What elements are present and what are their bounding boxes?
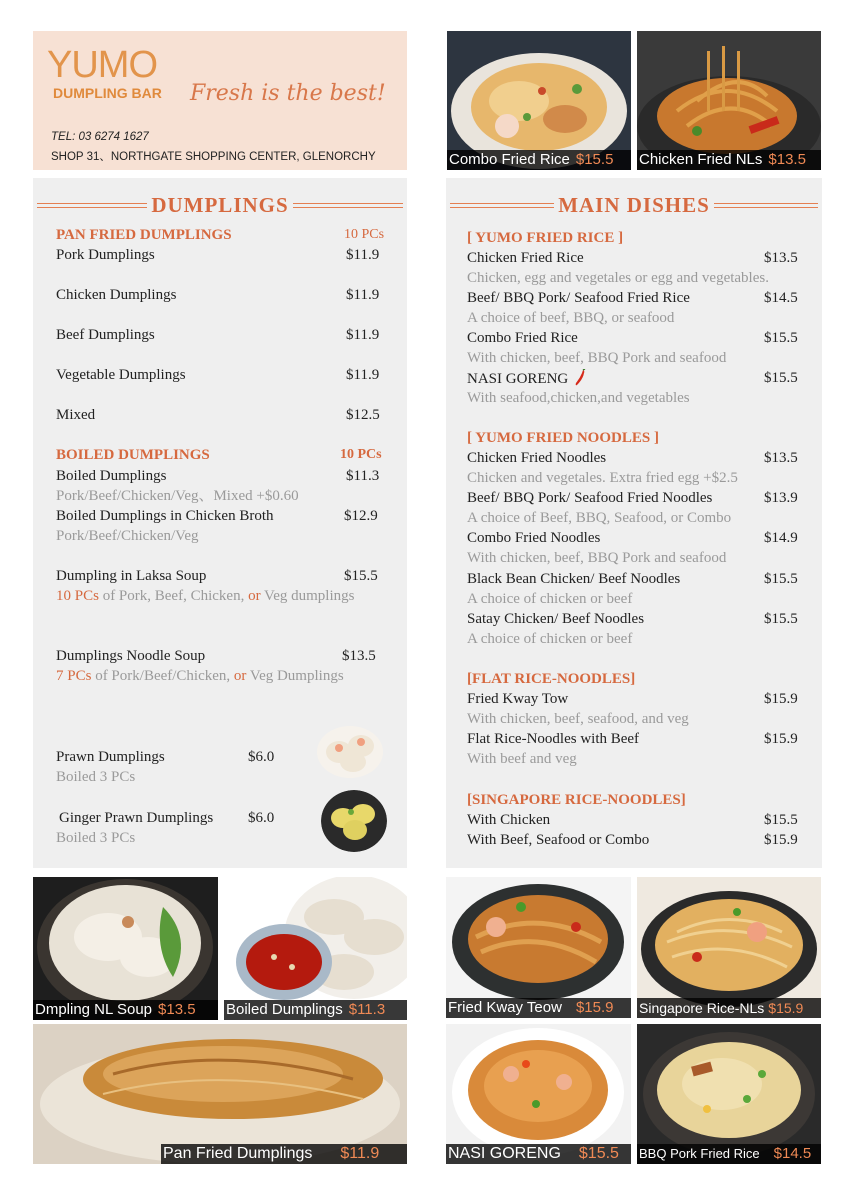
singapore-rice-noodles-image <box>637 877 821 1018</box>
photo-pan-fried-dumplings <box>33 1024 407 1164</box>
menu-item-price: $14.5 <box>764 290 798 306</box>
dumplings-heading <box>33 192 407 218</box>
menu-item-desc: Chicken, egg and vegetales or egg and vegetables. <box>467 270 769 286</box>
menu-item-name: Ginger Prawn Dumplings <box>59 810 214 826</box>
menu-item-price: $15.5 <box>764 611 798 627</box>
main-dishes-heading <box>446 192 822 218</box>
desc-text: of Pork, Beef, Chicken, <box>98 588 249 604</box>
caption-name: Pan Fried Dumplings <box>163 1145 313 1162</box>
menu-item-price: $12.9 <box>344 508 378 524</box>
menu-item-desc <box>56 667 344 685</box>
logo-subtitle: DUMPLING BAR <box>53 85 162 101</box>
logo-wordmark: YUMO <box>47 44 157 86</box>
menu-item-price: $11.9 <box>346 367 380 383</box>
desc-or: or <box>248 588 261 604</box>
menu-item-name: Combo Fried Noodles <box>467 530 601 546</box>
caption <box>446 998 631 1018</box>
menu-item-name: Mixed <box>56 407 96 423</box>
section-title: DUMPLINGS <box>151 192 289 217</box>
menu-item-price: $6.0 <box>248 810 275 826</box>
menu-item-price: $15.9 <box>764 691 798 707</box>
address: SHOP 31、NORTHGATE SHOPPING CENTER, GLENORCHY <box>51 151 376 163</box>
chili-icon <box>574 369 586 387</box>
menu-item-price: $6.0 <box>248 749 275 765</box>
menu-item-price: $13.9 <box>764 490 798 506</box>
photo-bbq-pork-fried-rice <box>637 1024 821 1164</box>
menu-item-desc: Boiled 3 PCs <box>56 769 136 785</box>
menu-item-name: With Chicken <box>467 812 551 828</box>
boiled-dumplings-image <box>224 877 407 1020</box>
category-fried-noodles: [ YUMO FRIED NOODLES ] <box>467 430 659 446</box>
menu-item-price: $12.5 <box>346 407 380 423</box>
prawn-dumplings-thumbnail <box>315 718 385 780</box>
caption-name: Dmpling NL Soup <box>35 1001 153 1018</box>
section-title: MAIN DISHES <box>558 192 710 217</box>
menu-item-desc: Pork/Beef/Chicken/Veg、Mixed +$0.60 <box>56 488 299 504</box>
menu-item-desc: With chicken, beef, seafood, and veg <box>467 711 689 727</box>
caption <box>637 998 821 1018</box>
desc-text: Veg dumplings <box>260 588 355 604</box>
caption <box>446 1144 631 1164</box>
menu-item-name: Beef Dumplings <box>56 327 155 343</box>
menu-item-name: Black Bean Chicken/ Beef Noodles <box>467 571 681 587</box>
photo-chicken-fried-noodles <box>637 31 821 170</box>
menu-item-price: $14.9 <box>764 530 798 546</box>
caption-price: $15.5 <box>578 1145 619 1162</box>
fried-kway-teow-image <box>446 877 631 1018</box>
menu-item-name: Boiled Dumplings in Chicken Broth <box>56 508 274 524</box>
main-dishes-panel <box>446 178 822 868</box>
menu-item-price: $15.9 <box>764 731 798 747</box>
menu-item-name: Chicken Fried Noodles <box>467 450 607 466</box>
menu-item-name: Vegetable Dumplings <box>56 367 186 383</box>
menu-item-price: $15.5 <box>764 370 798 386</box>
menu-item-name: Chicken Fried Rice <box>467 250 584 266</box>
menu-item-price: $15.5 <box>764 571 798 587</box>
menu-item-name: Dumplings Noodle Soup <box>56 648 206 664</box>
menu-item-desc: A choice of Beef, BBQ, Seafood, or Combo <box>467 510 732 526</box>
menu-item-name: Beef/ BBQ Pork/ Seafood Fried Rice <box>467 290 690 306</box>
caption <box>637 1144 821 1164</box>
menu-item-name: Flat Rice-Noodles with Beef <box>467 731 640 747</box>
menu-item-desc: Boiled 3 PCs <box>56 830 136 846</box>
caption <box>33 1000 218 1020</box>
caption-name: Combo Fried Rice <box>449 151 570 168</box>
heading-rule <box>714 203 818 208</box>
menu-item-nasi-goreng <box>467 369 586 388</box>
menu-item-desc: With chicken, beef, BBQ Pork and seafood <box>467 550 727 566</box>
logo <box>47 45 162 101</box>
category-flat-rice-noodles: [FLAT RICE-NOODLES] <box>467 671 636 687</box>
photo-nasi-goreng <box>446 1024 631 1164</box>
menu-item-name: NASI GORENG <box>467 371 569 387</box>
caption <box>224 1000 407 1020</box>
dumpling-noodle-soup-image <box>33 877 218 1020</box>
caption <box>161 1144 407 1164</box>
menu-item-price: $11.9 <box>346 287 380 303</box>
caption <box>637 150 821 170</box>
nasi-goreng-image <box>446 1024 631 1164</box>
menu-item-price: $11.3 <box>346 468 380 484</box>
desc-text: Veg Dumplings <box>246 668 344 684</box>
menu-item-name: Chicken Dumplings <box>56 287 177 303</box>
desc-qty: 7 PCs <box>56 668 92 684</box>
photo-singapore-rice-noodles <box>637 877 821 1018</box>
menu-item-name: Fried Kway Tow <box>467 691 569 707</box>
category-singapore-rice-noodles: [SINGAPORE RICE-NOODLES] <box>467 792 686 808</box>
category-boiled: BOILED DUMPLINGS <box>56 447 210 463</box>
pan-fried-dumplings-image <box>33 1024 407 1164</box>
photo-boiled-dumplings <box>224 877 407 1020</box>
caption-name: NASI GORENG <box>448 1145 561 1162</box>
menu-item-desc: With chicken, beef, BBQ Pork and seafood <box>467 350 727 366</box>
photo-fried-kway-teow <box>446 877 631 1018</box>
caption-price: $11.3 <box>348 1001 386 1018</box>
category-qty: 10 PCs <box>340 447 382 462</box>
menu-item-price: $13.5 <box>342 648 376 664</box>
photo-dumpling-noodle-soup <box>33 877 218 1020</box>
category-qty: 10 PCs <box>344 227 385 242</box>
menu-item-name: With Beef, Seafood or Combo <box>467 832 650 848</box>
caption <box>447 150 631 170</box>
phone-number: TEL: 03 6274 1627 <box>51 131 149 143</box>
menu-item-name: Beef/ BBQ Pork/ Seafood Fried Noodles <box>467 490 713 506</box>
menu-item-price: $15.5 <box>344 568 378 584</box>
menu-item-name: Prawn Dumplings <box>56 749 165 765</box>
caption-price: $15.9 <box>768 1000 804 1016</box>
caption-price: $13.5 <box>768 151 806 168</box>
menu-item-price: $11.9 <box>346 247 380 263</box>
heading-rule <box>450 203 554 208</box>
ginger-prawn-dumplings-thumbnail <box>321 790 387 852</box>
menu-item-price: $13.5 <box>764 250 798 266</box>
menu-item-price: $15.9 <box>764 832 798 848</box>
menu-item-price: $13.5 <box>764 450 798 466</box>
photo-combo-fried-rice <box>447 31 631 170</box>
menu-item-name: Satay Chicken/ Beef Noodles <box>467 611 645 627</box>
caption-price: $13.5 <box>158 1001 196 1018</box>
desc-or: or <box>233 668 247 684</box>
heading-rule <box>293 203 403 208</box>
caption-price: $15.9 <box>575 999 614 1016</box>
menu-item-desc <box>56 587 354 605</box>
menu-item-desc: Pork/Beef/Chicken/Veg <box>56 528 199 544</box>
caption-price: $11.9 <box>340 1145 380 1162</box>
menu-item-name: Pork Dumplings <box>56 247 155 263</box>
menu-item-name: Boiled Dumplings <box>56 468 167 484</box>
tagline: Fresh is the best! <box>190 81 386 106</box>
caption-price: $15.5 <box>575 151 614 168</box>
menu-item-desc: A choice of chicken or beef <box>467 591 633 607</box>
caption-name: Boiled Dumplings <box>226 1001 343 1018</box>
dumplings-panel <box>33 178 407 868</box>
heading-rule <box>37 203 147 208</box>
caption-name: Singapore Rice-NLs <box>639 1000 765 1016</box>
menu-item-price: $15.5 <box>764 330 798 346</box>
menu-item-name: Combo Fried Rice <box>467 330 578 346</box>
caption-name: Chicken Fried NLs <box>639 151 763 168</box>
category-fried-rice: [ YUMO FRIED RICE ] <box>467 230 624 246</box>
category-pan-fried: PAN FRIED DUMPLINGS <box>56 227 232 243</box>
menu-item-desc: A choice of beef, BBQ, or seafood <box>467 310 675 326</box>
desc-text: of Pork/Beef/Chicken, <box>91 668 234 684</box>
caption-price: $14.5 <box>773 1145 812 1162</box>
menu-item-name: Dumpling in Laksa Soup <box>56 568 207 584</box>
bbq-pork-fried-rice-image <box>637 1024 821 1164</box>
caption-name: BBQ Pork Fried Rice <box>639 1146 760 1161</box>
menu-item-price: $15.5 <box>764 812 798 828</box>
contact-info <box>51 127 376 167</box>
restaurant-header <box>33 31 407 170</box>
caption-name: Fried Kway Teow <box>448 999 562 1016</box>
desc-qty: 10 PCs <box>56 588 99 604</box>
menu-item-desc: With seafood,chicken,and vegetables <box>467 390 690 406</box>
menu-item-desc: A choice of chicken or beef <box>467 631 633 647</box>
menu-item-desc: With beef and veg <box>467 751 577 767</box>
menu-item-desc: Chicken and vegetales. Extra fried egg +$2.5 <box>467 470 738 486</box>
menu-item-price: $11.9 <box>346 327 380 343</box>
